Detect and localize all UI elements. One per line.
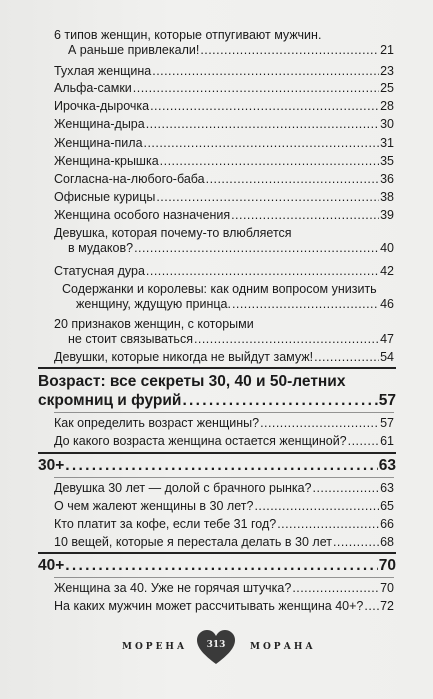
toc-entry-title: 10 вещей, которые я перестала делать в 30 лет bbox=[54, 535, 332, 549]
toc-section-page: 57 bbox=[378, 392, 396, 409]
toc-entry bbox=[54, 264, 394, 279]
toc-entry-line1: 20 признаков женщин, с которыми bbox=[54, 317, 254, 331]
toc-entry-title: Альфа-самки bbox=[54, 81, 132, 95]
toc-entry-page: 25 bbox=[380, 81, 394, 95]
footer-author-left: МОРЕНА bbox=[122, 642, 188, 652]
toc-entry-page: 38 bbox=[380, 190, 394, 204]
toc-entry-title: До какого возраста женщина остается женщиной? bbox=[54, 434, 347, 448]
toc-entry bbox=[54, 581, 394, 596]
section-divider bbox=[54, 412, 394, 413]
toc-section-line1: Возраст: все секреты 30, 40 и 50-летних bbox=[38, 373, 346, 390]
toc-entry bbox=[54, 172, 394, 187]
section-rule bbox=[38, 552, 396, 554]
toc-section-page: 70 bbox=[378, 557, 396, 574]
toc-entry-page: 46 bbox=[380, 297, 394, 311]
page-number: 313 bbox=[206, 640, 226, 650]
toc-entry-page: 65 bbox=[380, 499, 394, 513]
toc-entry-page: 68 bbox=[380, 535, 394, 549]
toc-entry-title: не стоит связываться bbox=[68, 332, 193, 346]
toc-entry-title: Женщина-крышка bbox=[54, 154, 159, 168]
toc-entry-page: 35 bbox=[380, 154, 394, 168]
toc-section bbox=[38, 556, 396, 575]
toc-entry-title: О чем жалеют женщины в 30 лет? bbox=[54, 499, 254, 513]
toc-entry-title: А раньше привлекали! bbox=[68, 43, 200, 57]
toc-entry bbox=[54, 517, 394, 532]
toc-entry-line1: Девушка, которая почему-то влюбляется bbox=[54, 226, 292, 240]
toc-section-page: 63 bbox=[378, 457, 396, 474]
toc-entry bbox=[54, 117, 394, 132]
toc-entry-page: 30 bbox=[380, 117, 394, 131]
toc-entry bbox=[54, 350, 394, 365]
toc-entry-page: 39 bbox=[380, 208, 394, 222]
toc-entry-line1: Содержанки и королевы: как одним вопросом унизить bbox=[62, 282, 377, 296]
toc-entry bbox=[54, 226, 394, 256]
toc-entry bbox=[54, 416, 394, 431]
toc-entry-page: 23 bbox=[380, 64, 394, 78]
toc-entry-title: Статусная дура bbox=[54, 264, 145, 278]
toc-entry-page: 61 bbox=[380, 434, 394, 448]
toc-entry-title: Кто платит за кофе, если тебе 31 год? bbox=[54, 517, 277, 531]
toc-entry bbox=[54, 190, 394, 205]
toc-entry bbox=[54, 64, 394, 79]
toc-entry-page: 57 bbox=[380, 416, 394, 430]
toc-entry-page: 21 bbox=[380, 43, 394, 57]
toc-entry bbox=[54, 481, 394, 496]
toc-entry bbox=[54, 535, 394, 550]
toc-entry bbox=[54, 99, 394, 114]
toc-entry bbox=[54, 28, 394, 58]
toc-section-title: 40+ bbox=[38, 557, 65, 574]
toc-entry bbox=[54, 317, 394, 347]
toc-section bbox=[38, 456, 396, 475]
footer-author-right: МОРАНА bbox=[250, 642, 316, 652]
section-rule bbox=[38, 367, 396, 369]
toc-entry bbox=[54, 136, 394, 151]
toc-entry-title: Женщина-дыра bbox=[54, 117, 145, 131]
toc-entry-title: Девушки, которые никогда не выйдут замуж! bbox=[54, 350, 314, 364]
toc-section bbox=[38, 372, 396, 410]
toc-entry bbox=[54, 154, 394, 169]
toc-entry bbox=[54, 599, 394, 614]
toc-entry-line1: 6 типов женщин, которые отпугивают мужчин. bbox=[54, 28, 322, 42]
toc-entry-page: 63 bbox=[380, 481, 394, 495]
toc-section-title: скромниц и фурий bbox=[38, 392, 182, 409]
toc-entry-page: 28 bbox=[380, 99, 394, 113]
toc-entry bbox=[54, 434, 394, 449]
toc-entry-page: 42 bbox=[380, 264, 394, 278]
toc-entry bbox=[54, 81, 394, 96]
toc-entry-title: Офисные курицы bbox=[54, 190, 156, 204]
toc-entry-title: женщину, ждущую принца. bbox=[76, 297, 231, 311]
page-footer bbox=[0, 630, 433, 670]
toc-entry-page: 31 bbox=[380, 136, 394, 150]
toc-entry-page: 66 bbox=[380, 517, 394, 531]
toc-entry-title: Согласна-на-любого-баба bbox=[54, 172, 205, 186]
toc-entry-title: Женщина особого назначения bbox=[54, 208, 231, 222]
toc-entry-title: На каких мужчин может рассчитывать женщина 40+? bbox=[54, 599, 364, 613]
toc-entry-page: 54 bbox=[380, 350, 394, 364]
toc-entry-title: Девушка 30 лет — долой с брачного рынка? bbox=[54, 481, 312, 495]
toc-entry-page: 47 bbox=[380, 332, 394, 346]
toc-entry-title: Ирочка-дырочка bbox=[54, 99, 150, 113]
section-divider bbox=[54, 577, 394, 578]
toc-entry bbox=[54, 208, 394, 223]
section-rule bbox=[38, 452, 396, 454]
toc-entry bbox=[54, 499, 394, 514]
toc-entry-title: Как определить возраст женщины? bbox=[54, 416, 260, 430]
toc-entry-page: 70 bbox=[380, 581, 394, 595]
toc-entry-title: в мудаков? bbox=[68, 241, 134, 255]
toc-entry-page: 36 bbox=[380, 172, 394, 186]
toc-entry-page: 72 bbox=[380, 599, 394, 613]
toc-entry-title: Женщина-пила bbox=[54, 136, 143, 150]
toc-entry-page: 40 bbox=[380, 241, 394, 255]
section-divider bbox=[54, 477, 394, 478]
toc-section-title: 30+ bbox=[38, 457, 65, 474]
toc-entry-title: Тухлая женщина bbox=[54, 64, 152, 78]
toc-entry-title: Женщина за 40. Уже не горячая штучка? bbox=[54, 581, 292, 595]
toc-entry bbox=[62, 282, 394, 312]
